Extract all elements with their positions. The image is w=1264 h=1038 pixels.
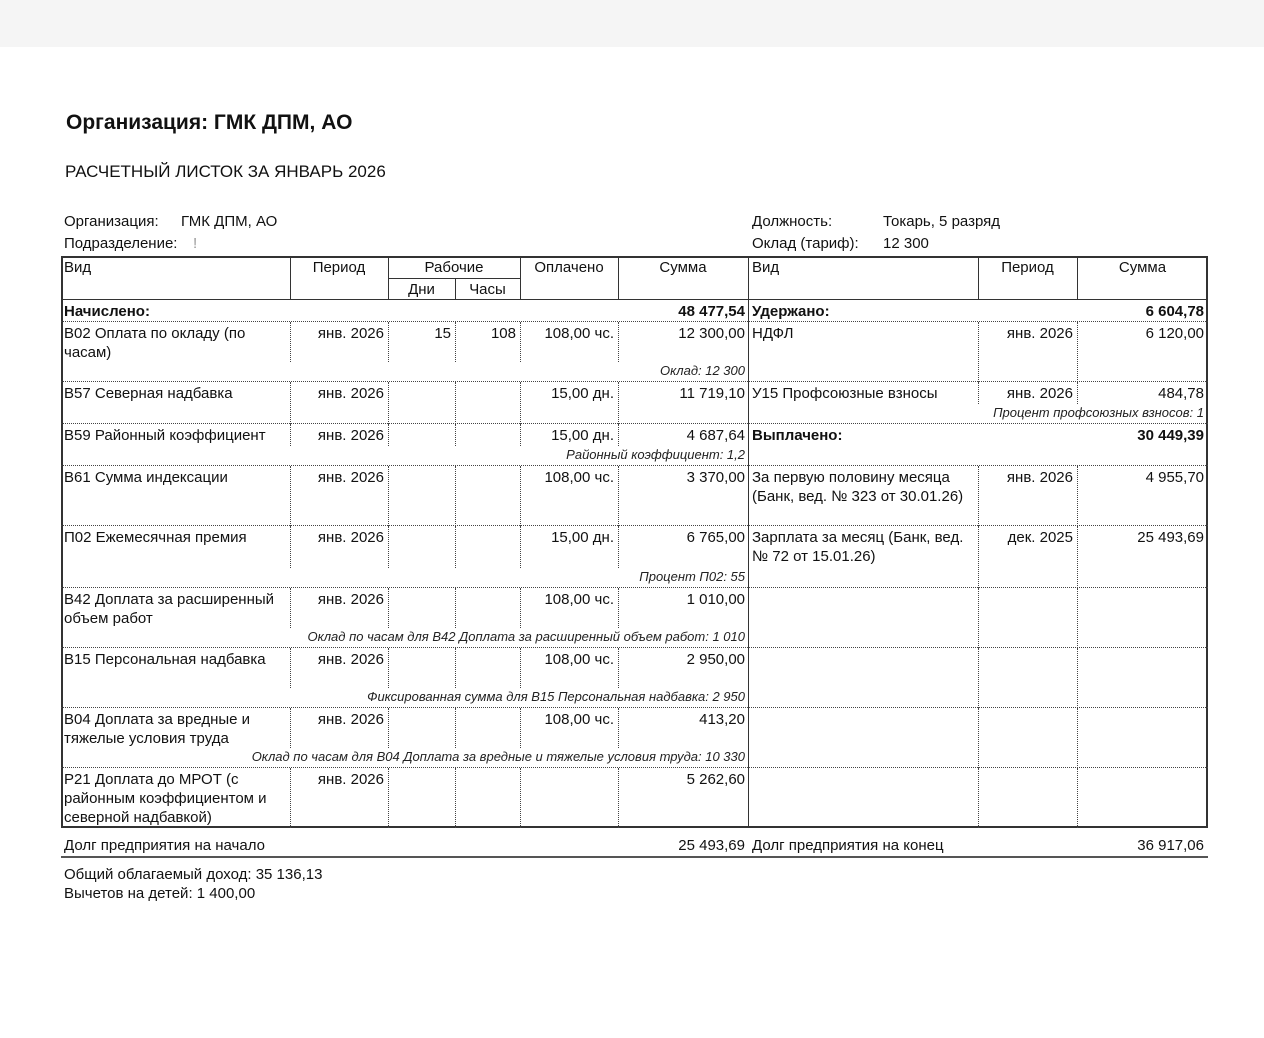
right-vid: Зарплата за месяц (Банк, вед. № 72 от 15.01.26) xyxy=(752,529,964,565)
column-divider xyxy=(290,526,291,568)
right-sum: 4 955,70 xyxy=(1145,469,1204,486)
column-divider xyxy=(618,768,619,828)
accrued-label: Начислено: xyxy=(64,303,150,320)
accrued-period: янв. 2026 xyxy=(317,427,384,444)
accrued-note: Фиксированная сумма для В15 Персональная надбавка: 2 950 xyxy=(367,689,745,704)
bottom-rule xyxy=(61,856,1208,858)
row-divider xyxy=(748,423,1208,424)
column-divider xyxy=(618,648,619,688)
column-divider xyxy=(1077,382,1078,404)
column-divider xyxy=(290,588,291,628)
row-divider xyxy=(61,707,748,708)
right-vid: За первую половину месяца (Банк, вед. № 323 от 30.01.26) xyxy=(752,469,964,505)
column-divider xyxy=(388,424,389,446)
column-divider xyxy=(388,382,389,424)
column-divider xyxy=(618,526,619,568)
accrued-period: янв. 2026 xyxy=(317,591,384,608)
right-sum: 6 120,00 xyxy=(1145,325,1204,342)
column-divider xyxy=(455,768,456,828)
column-divider xyxy=(520,588,521,628)
divider xyxy=(748,256,749,828)
paid-out-total: 30 449,39 xyxy=(1137,427,1204,444)
column-divider xyxy=(455,708,456,748)
right-period: янв. 2026 xyxy=(1006,385,1073,402)
column-divider xyxy=(388,648,389,688)
accrued-period: янв. 2026 xyxy=(317,529,384,546)
accrued-period: янв. 2026 xyxy=(317,385,384,402)
column-divider xyxy=(978,768,979,828)
accrued-sum: 413,20 xyxy=(699,711,745,728)
accrued-vid: В61 Сумма индексации xyxy=(64,469,228,486)
column-divider xyxy=(618,466,619,526)
accrued-note: Оклад по часам для В42 Доплата за расширенный объем работ: 1 010 xyxy=(307,629,745,644)
column-divider xyxy=(618,424,619,446)
column-divider xyxy=(520,424,521,446)
child-deductions: Вычетов на детей: 1 400,00 xyxy=(64,885,256,902)
column-divider xyxy=(290,648,291,688)
column-divider xyxy=(618,588,619,628)
accrued-period: янв. 2026 xyxy=(317,771,384,788)
debt-start-label: Долг предприятия на начало xyxy=(64,837,265,854)
right-sum: 25 493,69 xyxy=(1137,529,1204,546)
col-sum-left: Сумма xyxy=(659,259,707,276)
accrued-vid: П02 Ежемесячная премия xyxy=(64,529,247,546)
accrued-paid: 108,00 чс. xyxy=(544,591,614,608)
column-divider xyxy=(455,382,456,424)
organization-title: Организация: ГМК ДПМ, АО xyxy=(66,111,353,134)
column-divider xyxy=(1077,768,1078,828)
column-divider xyxy=(388,708,389,748)
debt-end-label: Долг предприятия на конец xyxy=(752,837,944,854)
accrued-vid: В59 Районный коэффициент xyxy=(64,427,266,444)
column-divider xyxy=(978,526,979,588)
accrued-hours: 108 xyxy=(490,325,516,342)
column-divider xyxy=(1077,526,1078,588)
column-divider xyxy=(388,322,389,362)
column-divider xyxy=(455,648,456,688)
right-period: янв. 2026 xyxy=(1006,325,1073,342)
column-divider xyxy=(978,466,979,526)
column-divider xyxy=(618,322,619,362)
row-divider xyxy=(61,321,748,322)
column-divider xyxy=(1077,588,1078,648)
column-divider xyxy=(290,322,291,362)
column-divider xyxy=(455,466,456,526)
row-divider xyxy=(61,525,748,526)
column-divider xyxy=(520,768,521,828)
col-vid-right: Вид xyxy=(752,259,780,276)
right-period: янв. 2026 xyxy=(1006,469,1073,486)
accrued-paid: 15,00 дн. xyxy=(551,427,614,444)
accrued-note: Процент П02: 55 xyxy=(639,569,745,584)
accrued-period: янв. 2026 xyxy=(317,469,384,486)
accrued-sum: 11 719,10 xyxy=(679,385,745,402)
column-divider xyxy=(520,648,521,688)
accrued-vid: В04 Доплата за вредные и тяжелые условия труда xyxy=(64,711,251,747)
org-value: ГМК ДПМ, АО xyxy=(181,213,278,230)
row-divider xyxy=(61,423,748,424)
column-divider xyxy=(520,322,521,362)
accrued-paid: 15,00 дн. xyxy=(551,529,614,546)
col-hours: Часы xyxy=(469,281,506,298)
right-period: дек. 2025 xyxy=(1007,529,1073,546)
column-divider xyxy=(520,526,521,568)
column-divider xyxy=(290,466,291,526)
accrued-note: Оклад: 12 300 xyxy=(660,363,745,378)
col-vid-left: Вид xyxy=(64,259,92,276)
col-period-right: Период xyxy=(1001,259,1054,276)
col-paid: Оплачено xyxy=(534,259,604,276)
taxable-income: Общий облагаемый доход: 35 136,13 xyxy=(64,866,323,883)
accrued-sum: 5 262,60 xyxy=(686,771,745,788)
column-divider xyxy=(978,382,979,404)
column-divider xyxy=(1077,322,1078,382)
paid-out-label: Выплачено: xyxy=(752,427,843,444)
accrued-sum: 4 687,64 xyxy=(686,427,745,444)
column-divider xyxy=(978,322,979,382)
column-divider xyxy=(618,382,619,424)
accrued-vid: В57 Северная надбавка xyxy=(64,385,233,402)
accrued-period: янв. 2026 xyxy=(317,651,384,668)
withheld-note: Процент профсоюзных взносов: 1 xyxy=(993,405,1204,420)
column-divider xyxy=(978,588,979,648)
accrued-vid: В02 Оплата по окладу (по часам) xyxy=(64,325,246,361)
column-divider xyxy=(1077,466,1078,526)
column-divider xyxy=(1077,648,1078,708)
org-label: Организация: xyxy=(64,213,159,230)
column-divider xyxy=(455,424,456,446)
dept-label: Подразделение: xyxy=(64,235,178,252)
column-divider xyxy=(520,708,521,748)
accrued-period: янв. 2026 xyxy=(317,711,384,728)
accrued-paid: 108,00 чс. xyxy=(544,325,614,342)
document-title: РАСЧЕТНЫЙ ЛИСТОК ЗА ЯНВАРЬ 2026 xyxy=(65,162,386,181)
right-vid: У15 Профсоюзные взносы xyxy=(752,385,938,402)
accrued-sum: 12 300,00 xyxy=(678,325,745,342)
accrued-note: Оклад по часам для В04 Доплата за вредные и тяжелые условия труда: 10 330 xyxy=(251,749,745,764)
top-bar xyxy=(0,0,1264,47)
column-divider xyxy=(978,648,979,708)
column-divider xyxy=(455,322,456,362)
withheld-total: 6 604,78 xyxy=(1145,303,1204,320)
accrued-period: янв. 2026 xyxy=(317,325,384,342)
column-divider xyxy=(290,708,291,748)
accrued-vid: В15 Персональная надбавка xyxy=(64,651,266,668)
column-divider xyxy=(455,526,456,568)
debt-start-value: 25 493,69 xyxy=(678,837,745,854)
column-divider xyxy=(1077,708,1078,768)
position-value: Токарь, 5 разряд xyxy=(883,213,1001,230)
column-divider xyxy=(290,424,291,446)
column-divider xyxy=(290,768,291,828)
accrued-days: 15 xyxy=(434,325,451,342)
accrued-paid: 15,00 дн. xyxy=(551,385,614,402)
right-vid: НДФЛ xyxy=(752,325,794,342)
row-divider xyxy=(61,587,748,588)
col-days: Дни xyxy=(408,281,435,298)
column-divider xyxy=(388,588,389,628)
accrued-total: 48 477,54 xyxy=(678,303,745,320)
column-divider xyxy=(978,708,979,768)
col-sum-right: Сумма xyxy=(1118,259,1167,276)
accrued-paid: 108,00 чс. xyxy=(544,651,614,668)
row-divider xyxy=(61,381,748,382)
accrued-vid: В42 Доплата за расширенный объем работ xyxy=(64,591,275,627)
debt-end-value: 36 917,06 xyxy=(1137,837,1204,854)
accrued-note: Районный коэффициент: 1,2 xyxy=(566,447,745,462)
position-label: Должность: xyxy=(752,213,833,230)
column-divider xyxy=(520,382,521,424)
row-divider xyxy=(61,465,748,466)
col-period-left: Период xyxy=(312,259,366,276)
dept-value: ! xyxy=(193,235,198,252)
column-divider xyxy=(618,708,619,748)
column-divider xyxy=(388,768,389,828)
column-divider xyxy=(388,526,389,568)
divider xyxy=(388,278,520,279)
col-working: Рабочие xyxy=(424,259,484,276)
column-divider xyxy=(455,588,456,628)
accrued-paid: 108,00 чс. xyxy=(544,711,614,728)
divider xyxy=(61,299,1208,300)
row-divider xyxy=(61,767,748,768)
salary-label: Оклад (тариф): xyxy=(752,235,859,252)
right-sum: 484,78 xyxy=(1158,385,1204,402)
accrued-sum: 1 010,00 xyxy=(686,591,745,608)
salary-value: 12 300 xyxy=(883,235,929,252)
accrued-sum: 2 950,00 xyxy=(686,651,745,668)
row-divider xyxy=(61,647,748,648)
accrued-paid: 108,00 чс. xyxy=(544,469,614,486)
accrued-sum: 3 370,00 xyxy=(686,469,745,486)
column-divider xyxy=(520,466,521,526)
column-divider xyxy=(388,466,389,526)
accrued-vid: Р21 Доплата до МРОТ (с районным коэффициентом и северной надбавкой) xyxy=(64,771,267,826)
accrued-sum: 6 765,00 xyxy=(686,529,745,546)
column-divider xyxy=(290,382,291,424)
withheld-label: Удержано: xyxy=(752,303,830,320)
